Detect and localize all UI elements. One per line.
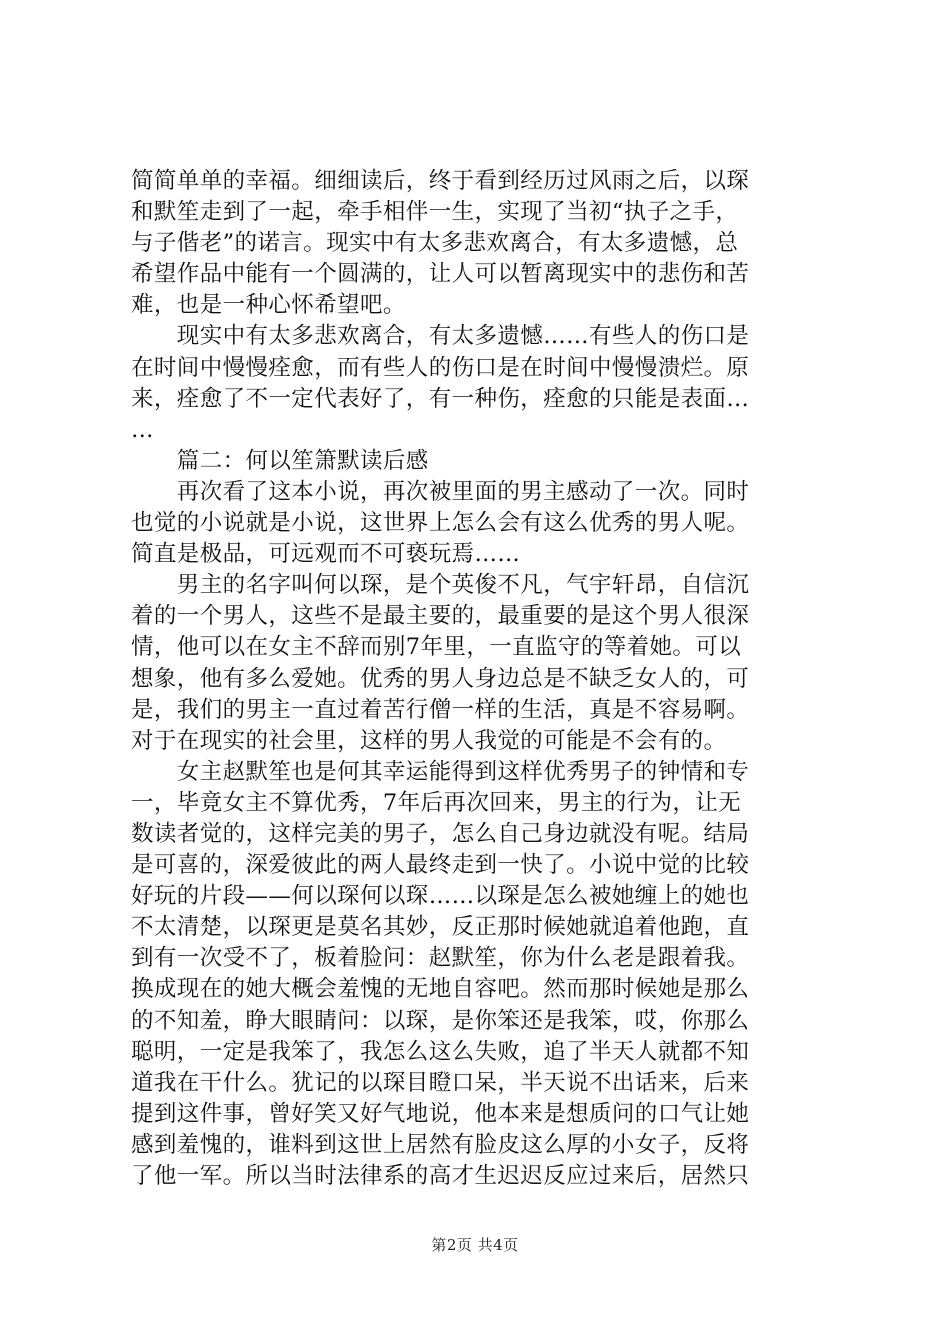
body-text [131,166,835,1192]
text-line: 想象，他有多么爱她。优秀的男人身边总是不缺乏女人的，可 [131,665,750,692]
text-line: 着的一个男人，这些不是最主要的，最重要的是这个男人很深 [131,603,750,630]
text-line: 也觉的小说就是小说，这世界上怎么会有这么优秀的男人呢。 [131,510,750,537]
text-line: 难，也是一种心怀希望吧。 [131,292,406,319]
text-line: 和默笙走到了一起，牵手相伴一生，实现了当初“执子之手， [131,199,739,226]
text-line: 情，他可以在女主不辞而别7年里，一直监守的等着她。可以 [131,634,742,661]
text-line: 对于在现实的社会里，这样的男人我觉的可能是不会有的。 [131,727,727,754]
text-line: 与子偕老”的诺言。现实中有太多悲欢离合，有太多遗憾，总 [131,230,739,257]
text-line: 感到羞愧的，谁料到这世上居然有脸皮这么厚的小女子，反将 [131,1131,750,1158]
text-line: 再次看了这本小说，再次被里面的男主感动了一次。同时 [131,478,750,505]
text-line: 换成现在的她大概会羞愧的无地自容吧。然而那时候她是那么 [131,976,750,1003]
text-line: 是可喜的，深爱彼此的两人最终走到一快了。小说中觉的比较 [131,852,750,879]
text-line: 不太清楚，以琛更是莫名其妙，反正那时候她就追着他跑，直 [131,914,750,941]
text-line: 数读者觉的，这样完美的男子，怎么自己身边就没有呢。结局 [131,820,750,847]
text-line: 希望作品中能有一个圆满的，让人可以暂离现实中的悲伤和苦 [131,261,750,288]
text-line: 现实中有太多悲欢离合，有太多遗憾……有些人的伤口是 [131,323,750,350]
text-line: 男主的名字叫何以琛，是个英俊不凡，气宇轩昂，自信沉 [131,572,750,599]
text-line: 一，毕竟女主不算优秀，7年后再次回来，男主的行为，让无 [131,789,742,816]
text-line: 简直是极品，可远观而不可亵玩焉…… [131,541,521,568]
text-line: 提到这件事，曾好笑又好气地说，他本来是想质问的口气让她 [131,1100,750,1127]
text-line: … [131,416,154,443]
text-line: 篇二：何以笙箫默读后感 [131,447,429,474]
text-line: 女主赵默笙也是何其幸运能得到这样优秀男子的钟情和专 [131,758,750,785]
page-footer: 第2页 共4页 [431,1236,519,1254]
text-line: 来，痊愈了不一定代表好了，有一种伤，痊愈的只能是表面… [131,385,750,412]
text-line: 好玩的片段——何以琛何以琛……以琛是怎么被她缠上的她也 [131,883,750,910]
text-line: 聪明，一定是我笨了，我怎么这么失败，追了半天人就都不知 [131,1038,750,1065]
text-line: 到有一次受不了，板着脸问：赵默笙，你为什么老是跟着我。 [131,945,750,972]
text-line: 在时间中慢慢痊愈，而有些人的伤口是在时间中慢慢溃烂。原 [131,354,750,381]
text-line: 的不知羞，睁大眼睛问：以琛，是你笨还是我笨，哎，你那么 [131,1007,750,1034]
text-line: 简简单单的幸福。细细读后，终于看到经历过风雨之后，以琛 [131,168,750,194]
text-line: 道我在干什么。犹记的以琛目瞪口呆，半天说不出话来，后来 [131,1069,750,1096]
text-line: 是，我们的男主一直过着苦行僧一样的生活，真是不容易啊。 [131,696,750,723]
text-line: 了他一军。所以当时法律系的高才生迟迟反应过来后，居然只 [131,1163,750,1189]
